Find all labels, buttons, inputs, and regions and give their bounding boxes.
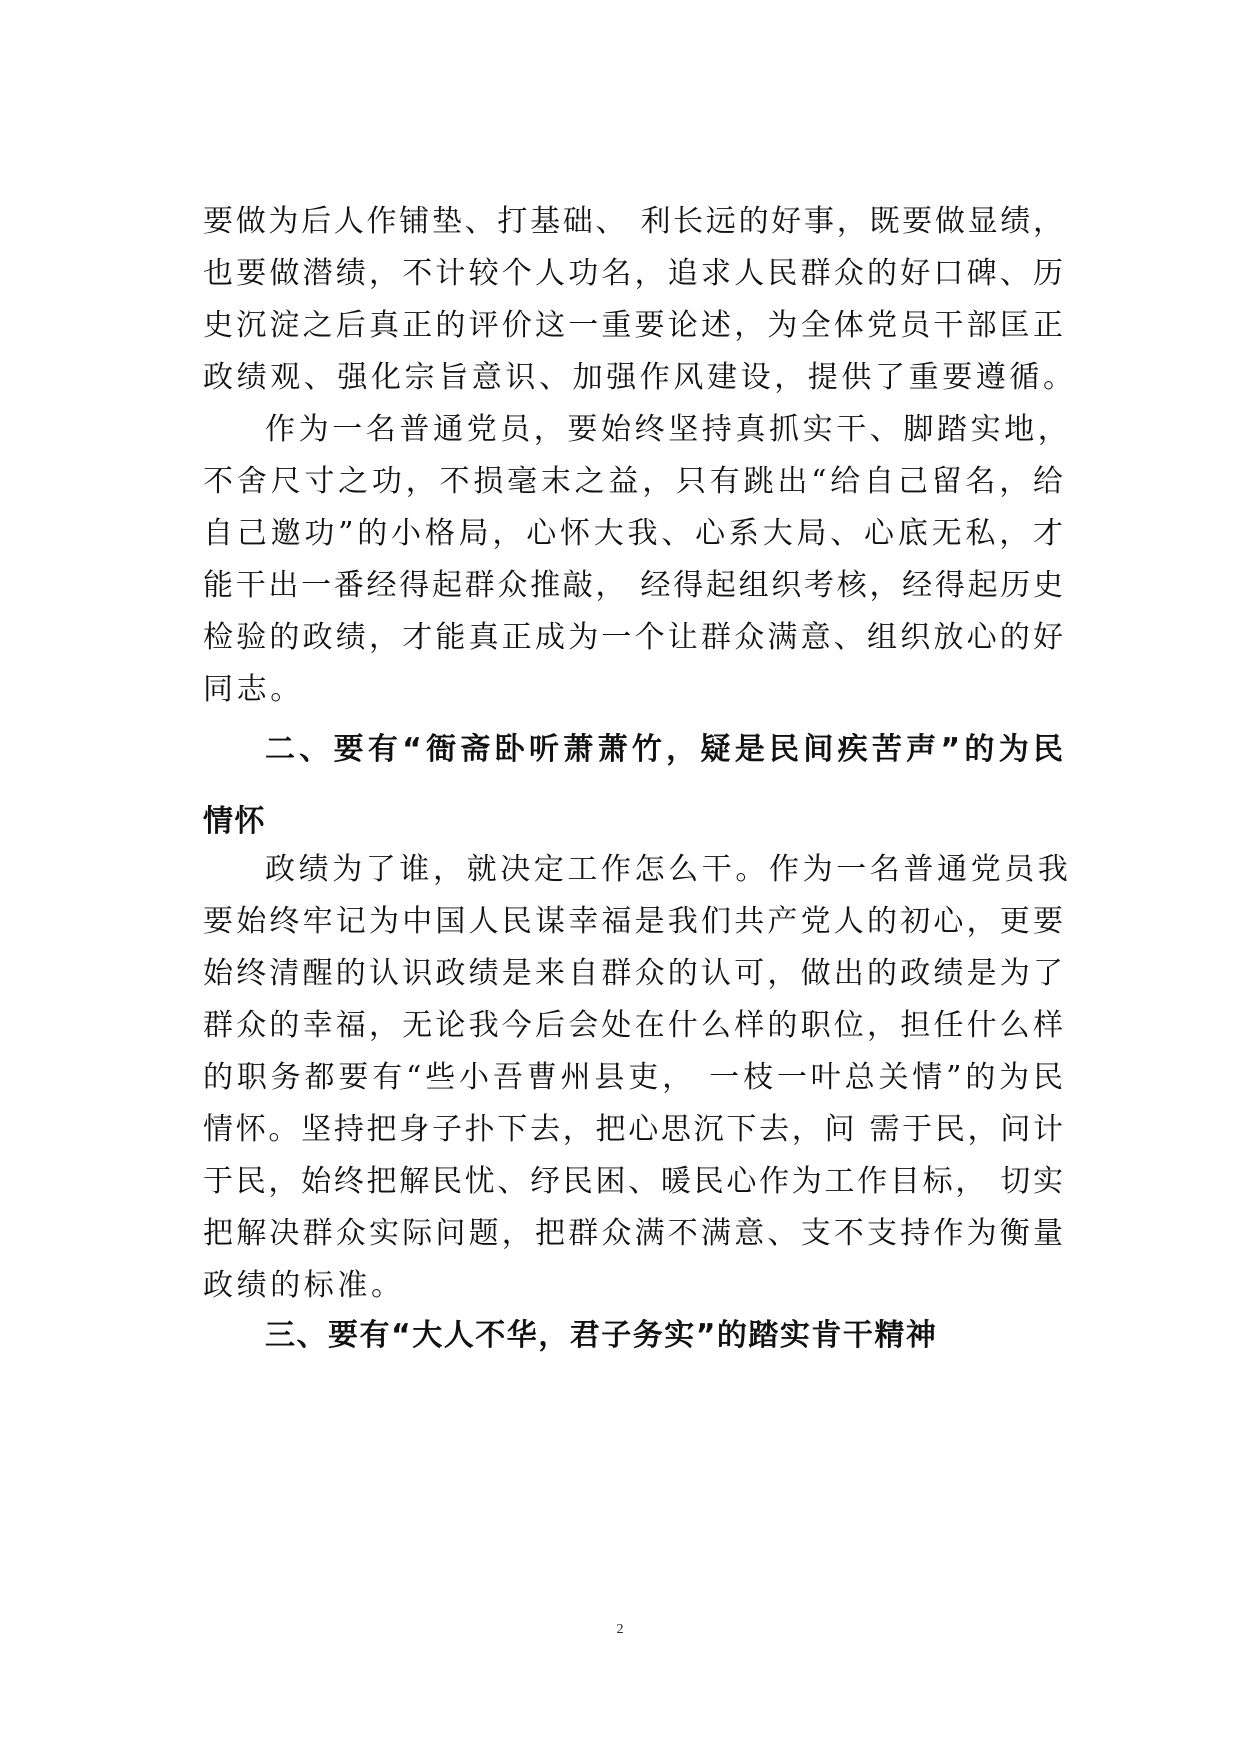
text-line: 要始终牢记为中国人民谋幸福是我们共产党人的初心，更要 <box>203 904 1063 939</box>
text-line: 的职务都要有“些小吾曹州县吏， 一枝一叶总关情”的为民 <box>203 1060 1063 1095</box>
text-line: 不舍尺寸之功，不损毫末之益，只有跳出“给自己留名，给 <box>203 464 1063 499</box>
heading-line: 二、要有“衙斋卧听萧萧竹，疑是民间疾苦声”的为民 <box>265 732 1063 767</box>
heading-line: 三、要有“大人不华，君子务实”的踏实肯干精神 <box>265 1318 938 1353</box>
section-heading-3 <box>203 1310 1063 1362</box>
text-line: 政绩为了谁，就决定工作怎么干。作为一名普通党员我 <box>265 852 1072 887</box>
paragraph-2 <box>203 404 1072 716</box>
text-line: 政绩观、强化宗旨意识、加强作风建设，提供了重要遵循。 <box>203 360 1077 395</box>
heading-line: 情怀 <box>203 804 266 839</box>
text-line: 自己邀功”的小格局，心怀大我、心系大局、心底无私，才 <box>203 516 1063 551</box>
text-line: 检验的政绩，才能真正成为一个让群众满意、组织放心的好 <box>203 620 1063 655</box>
paragraph-3 <box>203 844 1072 1312</box>
text-line: 情怀。坚持把身子扑下去，把心思沉下去，问 需于民，问计 <box>203 1112 1063 1147</box>
text-line: 要做为后人作铺垫、打基础、 利长远的好事，既要做显绩， <box>203 204 1063 239</box>
text-line: 始终清醒的认识政绩是来自群众的认可，做出的政绩是为了 <box>203 956 1063 991</box>
text-line: 群众的幸福，无论我今后会处在什么样的职位，担任什么样 <box>203 1008 1063 1043</box>
text-line: 政绩的标准。 <box>203 1268 405 1303</box>
page-number: 2 <box>616 1622 624 1637</box>
text-line: 把解决群众实际问题，把群众满不满意、支不支持作为衡量 <box>203 1216 1063 1251</box>
text-line: 作为一名普通党员，要始终坚持真抓实干、脚踏实地， <box>265 412 1072 447</box>
text-line: 同志。 <box>203 672 304 707</box>
text-line: 于民，始终把解民忧、纾民困、暖民心作为工作目标， 切实 <box>203 1164 1063 1199</box>
text-line: 也要做潜绩，不计较个人功名，追求人民群众的好口碑、历 <box>203 256 1063 291</box>
paragraph-1 <box>203 196 1077 404</box>
text-line: 能干出一番经得起群众推敲， 经得起组织考核，经得起历史 <box>203 568 1063 603</box>
section-heading-2 <box>203 724 1063 848</box>
text-line: 史沉淀之后真正的评价这一重要论述，为全体党员干部匡正 <box>203 308 1063 343</box>
